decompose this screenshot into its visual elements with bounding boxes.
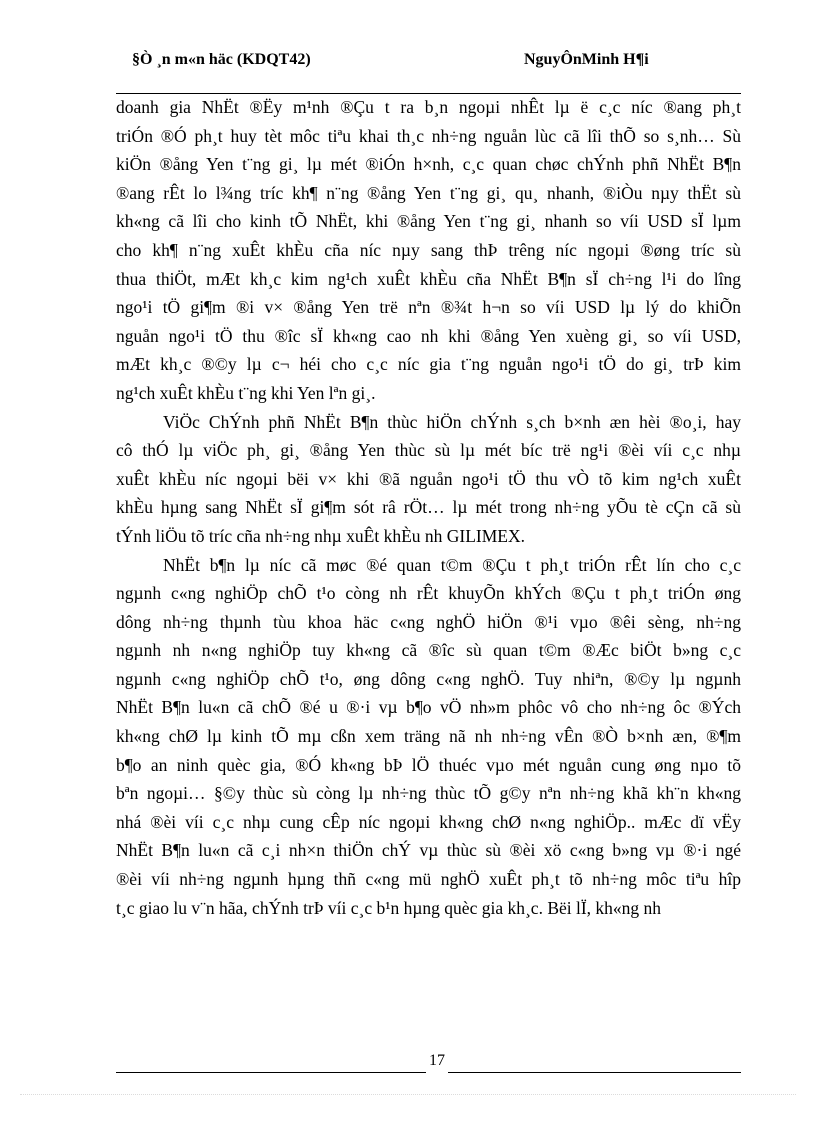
text-line: cho kh¶ n¨ng xuÊt khÈu cña níc nµy sang thÞ trêng níc ngoµi ®øng tríc sù bbox=[116, 239, 741, 260]
author-name: NguyÔnMinh H¶i bbox=[524, 51, 649, 68]
text-line: tÝnh liÖu tõ tríc cña nh÷ng nhµ xuÊt khÈu nh GILIMEX. bbox=[116, 525, 526, 546]
text-line: dông nh÷ng thµnh tùu khoa häc c«ng nghÖ hiÖn ®¹i vµo ®êi sèng, nh÷ng bbox=[116, 611, 741, 632]
text-line: doanh gia NhËt ®Ëy m¹nh ®Çu t ra b¸n ngoµi nhÊt lµ ë c¸c níc ®ang ph¸t bbox=[116, 97, 741, 117]
text-line: ®èi víi nh÷ng ngµnh hµng thñ c«ng mü nghÖ xuÊt ph¸t tõ nh÷ng môc tiªu hîp bbox=[116, 869, 741, 890]
text-line: NhËt B¶n lu«n cã chÕ ®é u ®·i vµ b¶o vÖ nh»m phôc vô cho nh÷ng ôc ®Ých bbox=[116, 697, 741, 718]
text-line: b¶o an ninh quèc gia, ®Ó kh«ng bÞ lÖ thuéc vµo mét nguån cung øng nµo tõ bbox=[116, 754, 741, 775]
text-line: triÓn ®Ó ph¸t huy tèt môc tiªu khai th¸c nh÷ng nguån lùc cã lîi thÕ so s¸nh… Sù bbox=[116, 125, 741, 146]
text-line: ng¹ch xuÊt khÈu t¨ng khi Yen lªn gi¸. bbox=[116, 382, 376, 403]
text-line: thua thiÖt, mÆt kh¸c kim ng¹ch xuÊt khÈu cña NhËt B¶n sÏ ch÷ng l¹i do lîng bbox=[116, 268, 741, 289]
text-line: xuÊt khÈu níc ngoµi bëi v× khi ®ã nguån ngo¹i tÖ thu vÒ tõ kim ng¹ch xuÊt bbox=[116, 468, 741, 489]
text-line: nhá ®èi víi c¸c nhµ cung cÊp níc ngoµi kh«ng chØ n«ng nghiÖp.. mÆc dï vËy bbox=[116, 811, 741, 832]
footer-divider-right bbox=[448, 1072, 741, 1073]
text-line: nguån ngo¹i tÖ thu ®îc sÏ kh«ng cao nh khi ®ång Yen xuèng gi¸ so víi USD, bbox=[116, 325, 741, 346]
text-line: ngµnh c«ng nghiÖp chÕ t¹o còng nh rÊt khuyÕn khÝch ®Çu t ph¸t triÓn øng bbox=[116, 583, 741, 604]
text-line: ngµnh nh n«ng nghiÖp tuy kh«ng cã ®îc sù quan t©m ®Æc biÖt b»ng c¸c bbox=[116, 640, 741, 661]
text-line: bªn ngoµi… §©y thùc sù còng lµ nh÷ng thùc tÕ g©y nªn nh÷ng khã kh¨n kh«ng bbox=[116, 783, 741, 804]
page-number: 17 bbox=[429, 1052, 445, 1069]
page-boundary bbox=[20, 1094, 796, 1095]
text-line: kh«ng chØ lµ kinh tÕ mµ cßn xem träng nã nh nh÷ng vÊn ®Ò b×nh æn, ®¶m bbox=[116, 726, 741, 747]
paragraph-start: NhËt b¶n lµ níc cã møc ®é quan t©m ®Çu t ph¸t triÓn rÊt lín cho c¸c bbox=[163, 554, 741, 575]
paragraph-start: ViÖc ChÝnh phñ NhËt B¶n thùc hiÖn chÝnh s¸ch b×nh æn hèi ®o¸i, hay bbox=[163, 411, 741, 432]
body-text bbox=[116, 93, 741, 922]
text-line: mÆt kh¸c ®©y lµ c¬ héi cho c¸c níc gia t¨ng nguån ngo¹i tÖ do gi¸ trÞ kim bbox=[116, 354, 741, 375]
text-line: khÈu hµng sang NhËt sÏ gi¶m sót râ rÖt… lµ mét trong nh÷ng yÕu tè cÇn cã sù bbox=[116, 497, 741, 518]
text-line: ngo¹i tÖ gi¶m ®i v× ®ång Yen trë nªn ®¾t h¬n so víi USD lµ lý do khiÕn bbox=[116, 297, 741, 318]
footer-divider-left bbox=[116, 1072, 426, 1073]
text-line: kiÖn ®ång Yen t¨ng gi¸ lµ mét ®iÓn h×nh, c¸c quan chøc chÝnh phñ NhËt B¶n bbox=[116, 154, 741, 175]
text-line: ngµnh c«ng nghiÖp chÕ t¹o, øng dông c«ng nghÖ. Tuy nhiªn, ®©y lµ ngµnh bbox=[116, 668, 741, 689]
text-line: kh«ng cã lîi cho kinh tÕ NhËt, khi ®ång Yen t¨ng gi¸ nhanh so víi USD sÏ lµm bbox=[116, 211, 741, 232]
text-line: t¸c giao lu v¨n hãa, chÝnh trÞ víi c¸c b¹n hµng quèc gia kh¸c. Bëi lÏ, kh«ng nh bbox=[116, 897, 662, 918]
text-line: NhËt B¶n lu«n cã c¸i nh×n thiÖn chÝ vµ thùc sù ®èi xö c«ng b»ng vµ ®·i ngé bbox=[116, 840, 741, 861]
text-line: ®ang rÊt lo l¾ng tríc kh¶ n¨ng ®ång Yen t¨ng gi¸ qu¸ nhanh, ®iÒu nµy thËt sù bbox=[116, 182, 741, 203]
document-title: §Ò ¸n m«n häc (KDQT42) bbox=[132, 51, 311, 68]
text-line: cô thÓ lµ viÖc ph¸ gi¸ ®ång Yen thùc sù lµ mét bíc trë ng¹i ®èi víi c¸c nhµ bbox=[116, 440, 741, 461]
